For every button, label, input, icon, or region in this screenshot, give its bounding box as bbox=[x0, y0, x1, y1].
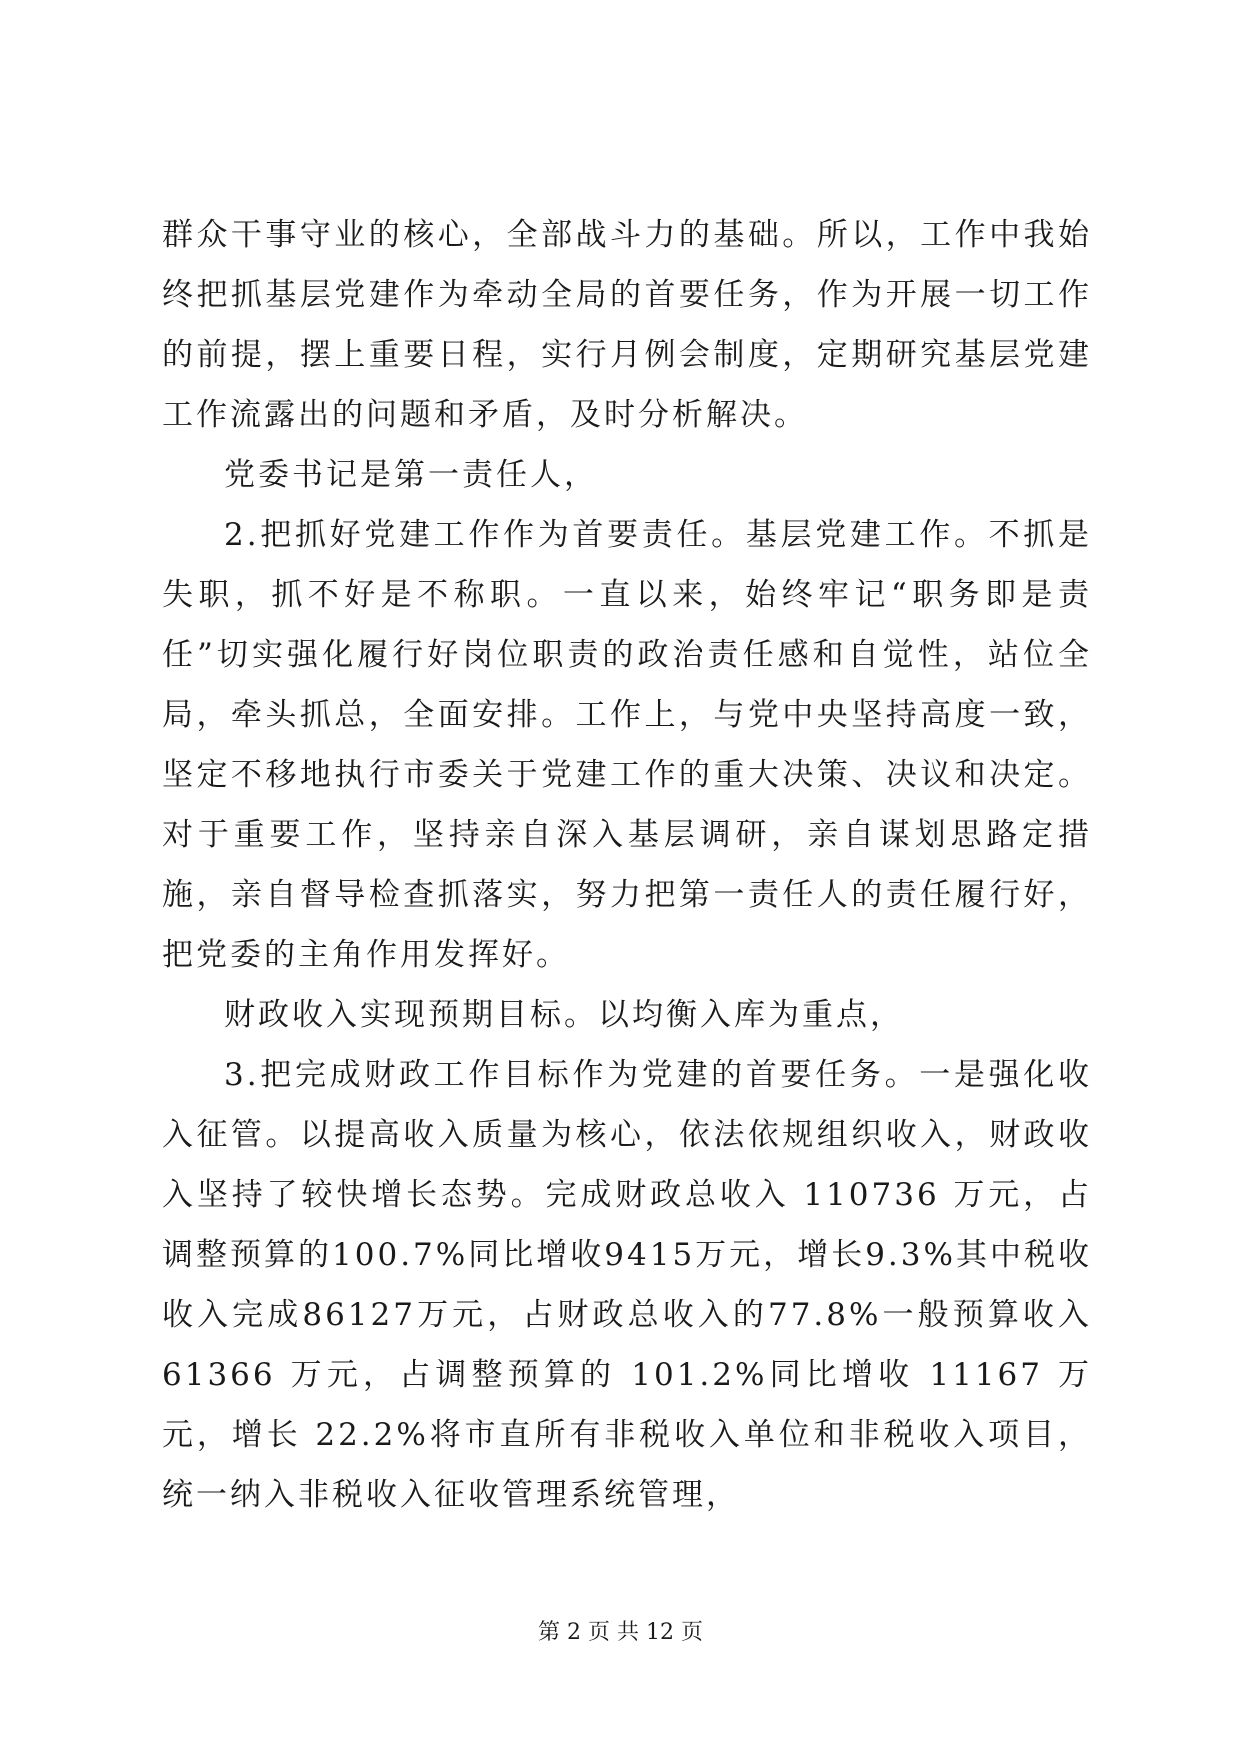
page-number-label: 第 2 页 共 12 页 bbox=[538, 1620, 703, 1645]
page-footer bbox=[0, 1615, 1241, 1646]
paragraph: 财政收入实现预期目标。以均衡入库为重点， bbox=[224, 997, 904, 1033]
paragraph: 2.把抓好党建工作作为首要责任。基层党建工作。不抓是失职，抓不好是不称职。一直以来，始终牢记“职务即是责任”切实强化履行好岗位职责的政治责任感和自觉性，站位全局，牵头抓总，全面安排。工作上，与党中央坚持高度一致，坚定不移地执行市委关于党建工作的重大决策、决议和决定。对于重要工作，坚持亲自深入基层调研，亲自谋划思路定措施，亲自督导检查抓落实，努力把第一责任人的责任履行好，把党委的主角作用发挥好。 bbox=[162, 517, 1092, 973]
paragraph: 群众干事守业的核心，全部战斗力的基础。所以，工作中我始终把抓基层党建作为牵动全局的首要任务，作为开展一切工作的前提，摆上重要日程，实行月例会制度，定期研究基层党建工作流露出的问题和矛盾，及时分析解决。 bbox=[162, 217, 1092, 433]
document-body bbox=[162, 205, 1092, 1525]
paragraph: 党委书记是第一责任人， bbox=[224, 457, 598, 493]
paragraph: 3.把完成财政工作目标作为党建的首要任务。一是强化收入征管。以提高收入质量为核心，依法依规组织收入，财政收入坚持了较快增长态势。完成财政总收入 110736 万元，占调整预算的100.7%同比增收9415万元，增长9.3%其中税收收入完成86127万元，占财政总收入的77.8%一般预算收入 61366 万元，占调整预算的 101.2%同比增收 11167 万元，增长 22.2%将市直所有非税收入单位和非税收入项目，统一纳入非税收入征收管理系统管理， bbox=[162, 1057, 1092, 1513]
